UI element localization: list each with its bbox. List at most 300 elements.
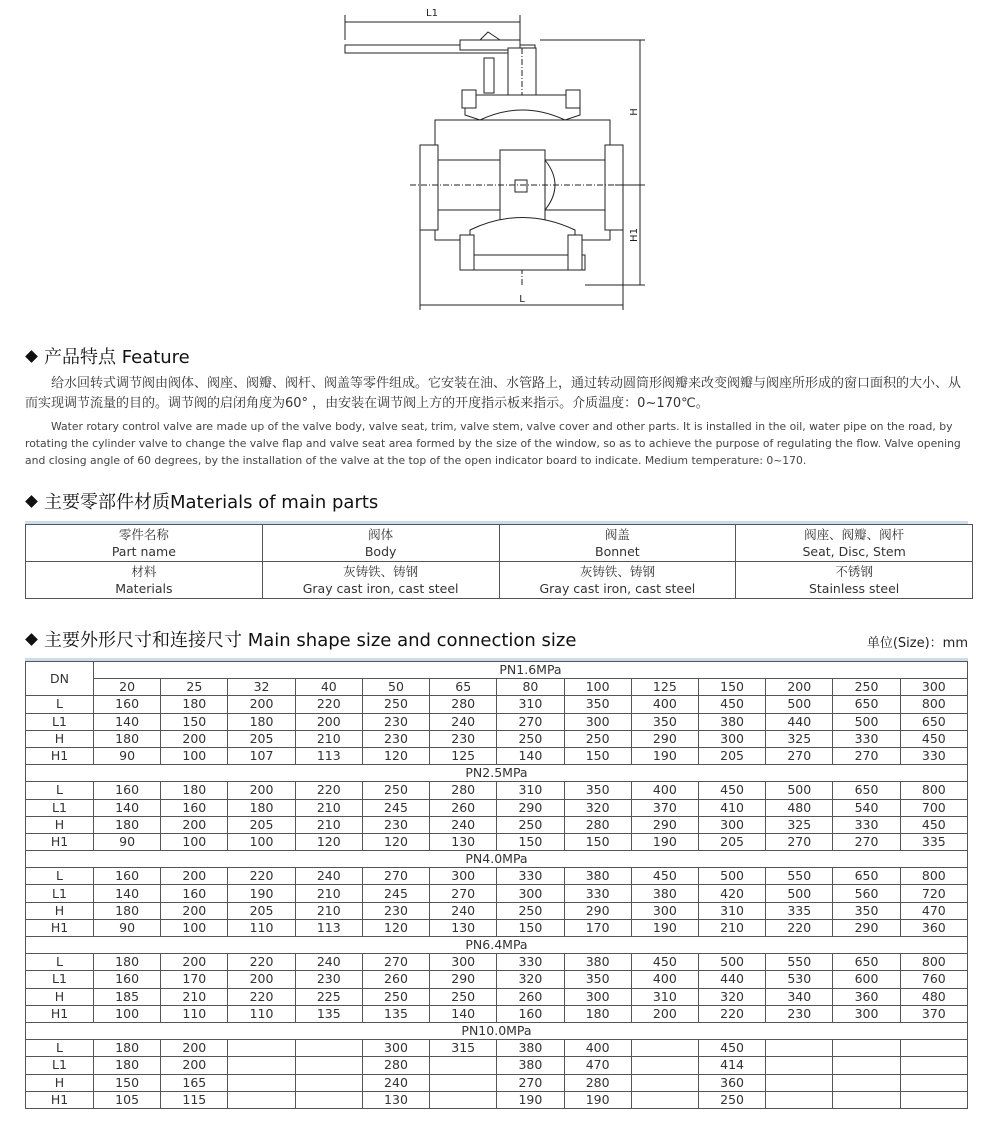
dimension-value-cell: 160: [161, 885, 228, 902]
dimension-value-cell: 110: [228, 1005, 295, 1022]
dimension-value-cell: [900, 1074, 967, 1091]
dimension-value-cell: 140: [94, 885, 161, 902]
dimension-value-cell: 450: [900, 816, 967, 833]
dimension-label-cell: H1: [26, 833, 94, 850]
dimension-value-cell: 340: [766, 988, 833, 1005]
dimension-value-cell: 280: [430, 782, 497, 799]
materials-cell-en: Bonnet: [595, 544, 640, 559]
dimension-value-cell: [766, 1040, 833, 1057]
dimension-value-cell: [430, 1074, 497, 1091]
dimension-label-cell: L1: [26, 1057, 94, 1074]
dimension-value-cell: 450: [631, 868, 698, 885]
dimension-value-cell: [766, 1091, 833, 1108]
dimension-value-cell: 240: [430, 902, 497, 919]
dimension-value-cell: 160: [161, 799, 228, 816]
dimension-value-cell: [900, 1040, 967, 1057]
dimension-value-cell: 130: [430, 833, 497, 850]
dimension-row: [26, 816, 968, 833]
pn-header-cell: PN4.0MPa: [26, 851, 968, 868]
dimension-value-cell: 330: [900, 747, 967, 764]
dn-value-cell: 32: [228, 679, 295, 696]
dimension-value-cell: 270: [430, 885, 497, 902]
dimension-value-cell: [900, 1057, 967, 1074]
dimension-value-cell: 100: [161, 747, 228, 764]
dimension-value-cell: 290: [631, 730, 698, 747]
dimension-value-cell: 400: [564, 1040, 631, 1057]
dimension-value-cell: 180: [94, 902, 161, 919]
dimension-value-cell: [430, 1091, 497, 1108]
dim-label-h: H: [629, 108, 640, 116]
dimension-value-cell: 230: [295, 971, 362, 988]
dimension-value-cell: 230: [362, 730, 429, 747]
dimension-value-cell: 320: [564, 799, 631, 816]
dimension-label-cell: H1: [26, 1091, 94, 1108]
dimension-row: [26, 1005, 968, 1022]
dimension-value-cell: 400: [631, 971, 698, 988]
materials-cell: [262, 525, 499, 562]
dimension-label-cell: L: [26, 696, 94, 713]
dimension-value-cell: 250: [497, 816, 564, 833]
dimension-value-cell: 550: [766, 868, 833, 885]
dimension-value-cell: 200: [161, 1057, 228, 1074]
dimension-value-cell: 500: [766, 885, 833, 902]
dimension-value-cell: 115: [161, 1091, 228, 1108]
materials-cell-cn: 阀座、阀瓣、阀杆: [804, 527, 905, 542]
dimension-value-cell: 800: [900, 868, 967, 885]
dim-label-h1: H1: [629, 228, 640, 242]
dimension-value-cell: 290: [631, 816, 698, 833]
dimension-value-cell: 500: [766, 696, 833, 713]
dimension-value-cell: 300: [497, 885, 564, 902]
dimension-value-cell: 440: [766, 713, 833, 730]
dimension-value-cell: 720: [900, 885, 967, 902]
dimension-value-cell: 170: [564, 919, 631, 936]
pn-header-cell: PN10.0MPa: [26, 1022, 968, 1039]
dimension-label-cell: L1: [26, 799, 94, 816]
dimension-value-cell: 100: [161, 919, 228, 936]
dimension-value-cell: 500: [698, 954, 765, 971]
dimension-value-cell: 190: [631, 833, 698, 850]
dimension-row: [26, 971, 968, 988]
dimension-value-cell: 200: [161, 730, 228, 747]
dimension-value-cell: 200: [161, 902, 228, 919]
materials-cell: [499, 562, 736, 599]
dimension-value-cell: 200: [631, 1005, 698, 1022]
pn-header-cell: PN1.6MPa: [94, 662, 968, 679]
dimension-value-cell: 310: [497, 696, 564, 713]
dimension-value-cell: 240: [430, 713, 497, 730]
dimension-value-cell: 140: [94, 799, 161, 816]
dimension-value-cell: 150: [497, 919, 564, 936]
dimension-value-cell: [833, 1040, 900, 1057]
dimension-row: [26, 902, 968, 919]
dimension-value-cell: 470: [564, 1057, 631, 1074]
dimension-value-cell: [228, 1040, 295, 1057]
dimension-value-cell: 130: [362, 1091, 429, 1108]
feature-text-cn: 给水回转式调节阀由阀体、阀座、阀瓣、阀杆、阀盖等零件组成。它安装在油、水管路上，通过转动圆筒形阀瓣来改变阀瓣与阀座所形成的窗口面积的大小、从而实现调节流量的目的。调节阀的启闭角度为60° ，由安装在调节阀上方的开度指示板来指示。介质温度：0~170℃。: [25, 376, 962, 411]
dimension-value-cell: 90: [94, 919, 161, 936]
dimension-value-cell: 180: [161, 782, 228, 799]
dimension-value-cell: 210: [295, 885, 362, 902]
dimension-value-cell: 310: [497, 782, 564, 799]
dimension-value-cell: 270: [497, 713, 564, 730]
dimension-value-cell: 170: [161, 971, 228, 988]
dimension-value-cell: 120: [295, 833, 362, 850]
dimension-value-cell: 245: [362, 885, 429, 902]
dimension-value-cell: 90: [94, 833, 161, 850]
dimension-value-cell: 110: [228, 919, 295, 936]
dimension-value-cell: 210: [295, 816, 362, 833]
dimension-value-cell: [833, 1091, 900, 1108]
dimension-value-cell: 220: [295, 782, 362, 799]
dimension-value-cell: 290: [430, 971, 497, 988]
dimension-value-cell: [228, 1057, 295, 1074]
dimension-value-cell: 270: [833, 833, 900, 850]
dimension-value-cell: 160: [94, 868, 161, 885]
dimension-value-cell: 230: [766, 1005, 833, 1022]
dimension-row: [26, 954, 968, 971]
dimension-value-cell: 325: [766, 816, 833, 833]
dimension-value-cell: 165: [161, 1074, 228, 1091]
dimension-value-cell: 200: [228, 971, 295, 988]
dimension-value-cell: 800: [900, 696, 967, 713]
dimension-value-cell: 650: [833, 696, 900, 713]
dimension-value-cell: 500: [766, 782, 833, 799]
pn-row: [26, 937, 968, 954]
dimension-label-cell: H1: [26, 919, 94, 936]
diamond-bullet-icon: [25, 495, 38, 508]
dn-value-cell: 200: [766, 679, 833, 696]
dimension-value-cell: 400: [631, 696, 698, 713]
dimension-value-cell: [295, 1074, 362, 1091]
dimension-value-cell: 220: [228, 954, 295, 971]
feature-text-en: Water rotary control valve are made up of the valve body, valve seat, trim, valve stem, valve cover and other parts. It is installed in the oil, water pipe on the road, by rotating the cylinder valve to change the valve flap and valve seat area formed by the size of the window, so as to achieve the purpose of regulating the flow. Valve opening and closing angle of 60 degrees, by the installation of the valve at the top of the open indicator board to indicate. Medium temperature: 0~170.: [25, 420, 961, 467]
dimension-value-cell: 350: [833, 902, 900, 919]
dimension-value-cell: 360: [900, 919, 967, 936]
dimension-row: [26, 782, 968, 799]
pn-row: [26, 851, 968, 868]
dimension-value-cell: 150: [564, 833, 631, 850]
dimension-value-cell: 335: [900, 833, 967, 850]
dimension-value-cell: 200: [228, 782, 295, 799]
materials-row: [26, 562, 973, 599]
dimension-value-cell: 240: [362, 1074, 429, 1091]
dimension-value-cell: 280: [362, 1057, 429, 1074]
dimension-value-cell: 135: [362, 1005, 429, 1022]
dimension-value-cell: 380: [564, 868, 631, 885]
dimension-row: [26, 919, 968, 936]
dimension-value-cell: 240: [295, 868, 362, 885]
dimension-value-cell: 160: [94, 696, 161, 713]
dimension-value-cell: 205: [228, 816, 295, 833]
materials-cell-en: Gray cast iron, cast steel: [302, 581, 459, 596]
dimension-label-cell: L: [26, 868, 94, 885]
dimension-value-cell: 190: [564, 1091, 631, 1108]
dimension-label-cell: H: [26, 730, 94, 747]
dimension-value-cell: 205: [228, 902, 295, 919]
materials-cell: [736, 562, 973, 599]
dn-value-cell: 20: [94, 679, 161, 696]
dimension-label-cell: H: [26, 902, 94, 919]
materials-cell-en: Materials: [115, 581, 173, 596]
dimension-value-cell: 140: [497, 747, 564, 764]
dimension-value-cell: 800: [900, 782, 967, 799]
dimension-value-cell: 220: [766, 919, 833, 936]
dimension-value-cell: 250: [698, 1091, 765, 1108]
dimension-label-cell: H: [26, 816, 94, 833]
dimension-value-cell: 150: [497, 833, 564, 850]
dimension-value-cell: 300: [430, 954, 497, 971]
dimension-value-cell: 250: [362, 696, 429, 713]
dimension-value-cell: 180: [94, 1040, 161, 1057]
dimension-value-cell: 450: [900, 730, 967, 747]
dimension-value-cell: 205: [698, 747, 765, 764]
pn-row: [26, 1022, 968, 1039]
materials-cell: [262, 562, 499, 599]
materials-cell: [26, 562, 263, 599]
dn-value-cell: 80: [497, 679, 564, 696]
dimension-value-cell: 360: [698, 1074, 765, 1091]
dimension-value-cell: 330: [833, 816, 900, 833]
dimension-value-cell: 220: [698, 1005, 765, 1022]
materials-heading: [25, 488, 378, 514]
dimension-value-cell: [833, 1074, 900, 1091]
dimension-value-cell: 310: [631, 988, 698, 1005]
dimension-value-cell: [228, 1091, 295, 1108]
dimension-value-cell: 550: [766, 954, 833, 971]
dimension-row: [26, 713, 968, 730]
dimension-value-cell: 310: [698, 902, 765, 919]
materials-table: [25, 524, 973, 599]
dimension-label-cell: H1: [26, 747, 94, 764]
dimension-value-cell: 270: [766, 833, 833, 850]
dimension-value-cell: 300: [631, 902, 698, 919]
dimension-value-cell: 300: [833, 1005, 900, 1022]
dimension-label-cell: L: [26, 782, 94, 799]
dimension-value-cell: 700: [900, 799, 967, 816]
dimension-value-cell: [766, 1074, 833, 1091]
dimension-value-cell: 130: [430, 919, 497, 936]
dimension-value-cell: 360: [833, 988, 900, 1005]
dimension-value-cell: 140: [94, 713, 161, 730]
dimension-value-cell: [631, 1057, 698, 1074]
dimension-value-cell: 185: [94, 988, 161, 1005]
materials-cell-cn: 不锈钢: [835, 564, 873, 579]
valve-drawing: [330, 0, 660, 320]
dimension-value-cell: 450: [698, 782, 765, 799]
dimension-row: [26, 868, 968, 885]
dimension-value-cell: 350: [564, 696, 631, 713]
dimension-value-cell: 270: [362, 954, 429, 971]
dimension-value-cell: 200: [228, 696, 295, 713]
dimension-value-cell: 330: [497, 954, 564, 971]
dimension-value-cell: 230: [362, 713, 429, 730]
feature-title: 产品特点 Feature: [44, 347, 190, 368]
dim-label-l1: L1: [426, 8, 438, 19]
dimension-value-cell: 180: [94, 954, 161, 971]
dimension-value-cell: 350: [631, 713, 698, 730]
dimension-value-cell: 180: [564, 1005, 631, 1022]
dimension-value-cell: 270: [362, 868, 429, 885]
dimension-value-cell: [295, 1057, 362, 1074]
dn-value-cell: 65: [430, 679, 497, 696]
dimension-value-cell: [766, 1057, 833, 1074]
dimension-value-cell: 180: [161, 696, 228, 713]
dimensions-table: [25, 661, 968, 1109]
dimension-value-cell: 190: [631, 747, 698, 764]
dimension-value-cell: 414: [698, 1057, 765, 1074]
dimension-value-cell: 105: [94, 1091, 161, 1108]
dn-value-cell: 100: [564, 679, 631, 696]
dimension-value-cell: 270: [833, 747, 900, 764]
dimension-value-cell: 120: [362, 919, 429, 936]
dimension-value-cell: 350: [564, 971, 631, 988]
pn-header-cell: PN2.5MPa: [26, 765, 968, 782]
dimension-value-cell: 150: [161, 713, 228, 730]
materials-cell-cn: 阀盖: [604, 527, 630, 542]
diamond-bullet-icon: [25, 350, 38, 363]
dimension-value-cell: 315: [430, 1040, 497, 1057]
dimension-value-cell: 280: [430, 696, 497, 713]
dimension-value-cell: 120: [362, 833, 429, 850]
dimension-row: [26, 1074, 968, 1091]
dimension-value-cell: 300: [564, 988, 631, 1005]
dn-header-cell: DN: [26, 662, 94, 696]
dimension-value-cell: 113: [295, 747, 362, 764]
dimension-value-cell: 335: [766, 902, 833, 919]
dimension-value-cell: 180: [94, 816, 161, 833]
dimension-value-cell: 300: [698, 730, 765, 747]
dimension-value-cell: 260: [362, 971, 429, 988]
materials-cell-cn: 零件名称: [118, 527, 169, 542]
dimension-value-cell: 110: [161, 1005, 228, 1022]
dimension-value-cell: 330: [497, 868, 564, 885]
dimension-value-cell: 325: [766, 730, 833, 747]
dimension-value-cell: [833, 1057, 900, 1074]
dimension-value-cell: 420: [698, 885, 765, 902]
dimension-value-cell: 600: [833, 971, 900, 988]
dimension-value-cell: 200: [295, 713, 362, 730]
dimension-value-cell: 100: [161, 833, 228, 850]
dimension-value-cell: 240: [430, 816, 497, 833]
materials-cell-cn: 灰铸铁、铸钢: [579, 564, 655, 579]
dimension-value-cell: 530: [766, 971, 833, 988]
dimension-value-cell: 260: [497, 988, 564, 1005]
dimension-value-cell: 100: [94, 1005, 161, 1022]
dimension-row: [26, 988, 968, 1005]
dimension-value-cell: 230: [430, 730, 497, 747]
dimension-value-cell: 230: [362, 816, 429, 833]
dimension-value-cell: [631, 1074, 698, 1091]
dimension-value-cell: 440: [698, 971, 765, 988]
dimension-value-cell: 200: [161, 868, 228, 885]
materials-cell-cn: 材料: [131, 564, 157, 579]
materials-cell-cn: 灰铸铁、铸钢: [343, 564, 419, 579]
dimension-value-cell: 650: [900, 713, 967, 730]
dim-label-l: L: [519, 294, 525, 305]
dimension-value-cell: 190: [631, 919, 698, 936]
dimension-value-cell: 290: [564, 902, 631, 919]
dimension-value-cell: [228, 1074, 295, 1091]
dimension-value-cell: [295, 1040, 362, 1057]
dimension-value-cell: 210: [295, 799, 362, 816]
dn-value-cell: 300: [900, 679, 967, 696]
dimension-value-cell: 650: [833, 868, 900, 885]
materials-cell: [26, 525, 263, 562]
dimension-value-cell: 270: [497, 1074, 564, 1091]
dimension-value-cell: [295, 1091, 362, 1108]
dimension-value-cell: 200: [161, 816, 228, 833]
materials-cell-en: Seat, Disc, Stem: [802, 544, 906, 559]
dimension-row: [26, 799, 968, 816]
dimension-value-cell: 300: [430, 868, 497, 885]
dimension-value-cell: 280: [564, 816, 631, 833]
dimension-value-cell: 240: [295, 954, 362, 971]
dimension-value-cell: 125: [430, 747, 497, 764]
materials-row: [26, 525, 973, 562]
pn-header-cell: PN6.4MPa: [26, 937, 968, 954]
dimension-value-cell: 205: [698, 833, 765, 850]
dimension-value-cell: 320: [698, 988, 765, 1005]
materials-cell-en: Gray cast iron, cast steel: [539, 581, 696, 596]
dimension-row: [26, 1057, 968, 1074]
dimension-row: [26, 1091, 968, 1108]
unit-label: 单位(Size)：mm: [866, 636, 968, 651]
dimension-value-cell: 370: [631, 799, 698, 816]
dimension-value-cell: [900, 1091, 967, 1108]
dimension-value-cell: 330: [564, 885, 631, 902]
dn-value-cell: 250: [833, 679, 900, 696]
dimension-label-cell: L: [26, 1040, 94, 1057]
dn-value-cell: 125: [631, 679, 698, 696]
dimension-value-cell: 410: [698, 799, 765, 816]
dimension-value-cell: 210: [698, 919, 765, 936]
dimension-value-cell: 370: [900, 1005, 967, 1022]
materials-cell: [736, 525, 973, 562]
materials-cell-en: Stainless steel: [808, 581, 900, 596]
dimension-value-cell: 480: [766, 799, 833, 816]
dimension-value-cell: 180: [228, 799, 295, 816]
dimension-value-cell: 200: [161, 1040, 228, 1057]
dimension-value-cell: 300: [698, 816, 765, 833]
dimension-value-cell: 150: [564, 747, 631, 764]
dimension-value-cell: 200: [161, 954, 228, 971]
dimension-row: [26, 730, 968, 747]
dimension-row: [26, 885, 968, 902]
dimension-value-cell: [631, 1040, 698, 1057]
dimension-value-cell: 220: [228, 988, 295, 1005]
dimension-value-cell: 450: [698, 696, 765, 713]
dimension-value-cell: 290: [497, 799, 564, 816]
dimension-label-cell: L1: [26, 971, 94, 988]
dimension-value-cell: 113: [295, 919, 362, 936]
dn-values-row: [26, 679, 968, 696]
dimension-value-cell: 380: [564, 954, 631, 971]
dn-value-cell: 50: [362, 679, 429, 696]
dimension-value-cell: 480: [900, 988, 967, 1005]
dimension-value-cell: 160: [94, 782, 161, 799]
dimension-value-cell: 270: [766, 747, 833, 764]
dimension-value-cell: 250: [362, 988, 429, 1005]
materials-title: 主要零部件材质Materials of main parts: [44, 492, 379, 513]
dimension-value-cell: 380: [497, 1057, 564, 1074]
dimension-value-cell: 190: [497, 1091, 564, 1108]
dimension-value-cell: 380: [631, 885, 698, 902]
dimension-value-cell: 290: [833, 919, 900, 936]
dimension-value-cell: 180: [94, 730, 161, 747]
dimension-value-cell: 100: [228, 833, 295, 850]
dimension-value-cell: 800: [900, 954, 967, 971]
